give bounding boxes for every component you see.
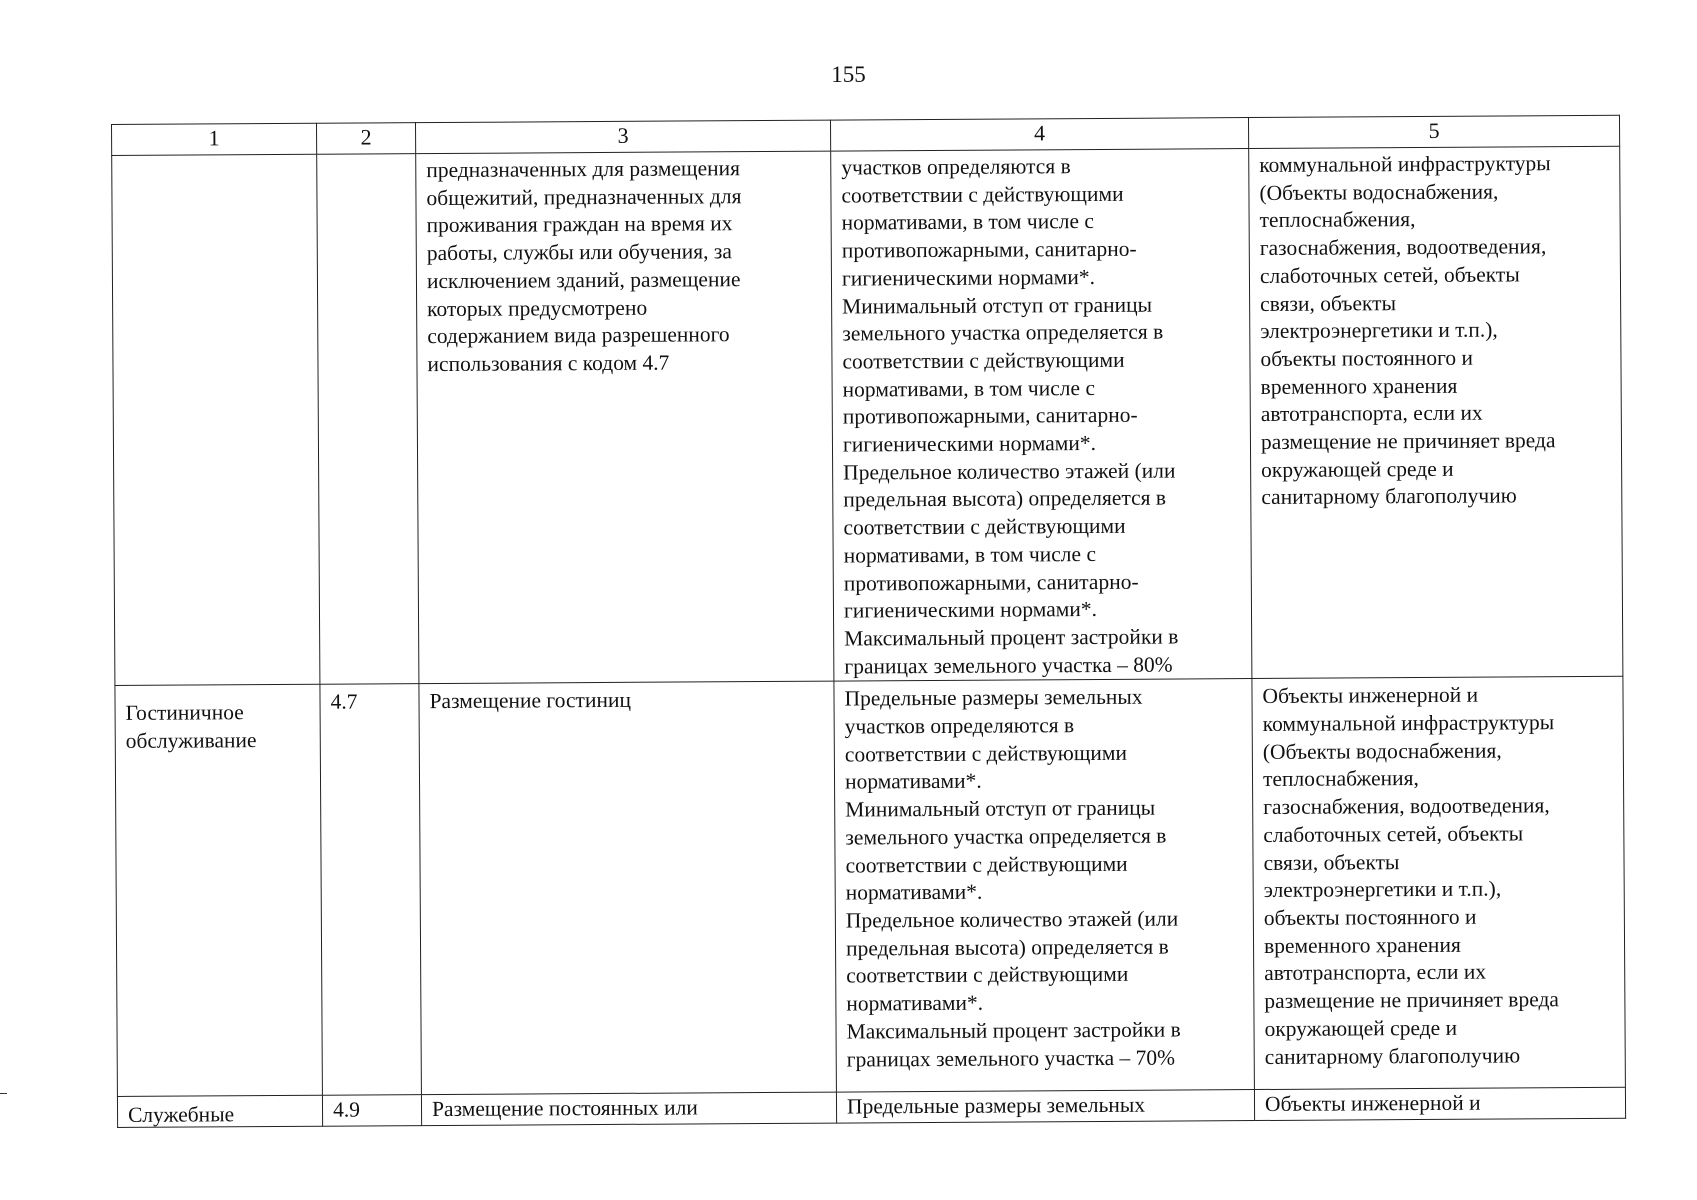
cell-text-line: электроэнергетики и т.п.), [1260,317,1498,344]
cell-text-line: нормативами, в том числе с [843,541,1097,568]
cell-text-line: противопожарными, санитарно- [843,569,1139,596]
cell-text-line: Размещение гостиниц [429,688,632,714]
building-parameters [836,1090,1254,1124]
column-number-3: 3 [415,120,830,154]
cell-text-line: объекты постоянного и [1260,345,1474,371]
cell-text-line: участков определяются в [844,713,1075,739]
cell-text-line: работы, службы или обучения, за [426,239,733,266]
cell-text-line: автотранспорта, если их [1260,400,1483,427]
cell-text-line: временного хранения [1260,373,1458,399]
cell-text-line: проживания граждан на время их [426,211,733,238]
column-number-4: 4 [830,118,1248,152]
cell-text-line: связи, объекты [1260,290,1397,316]
cell-text-line: временного хранения [1263,932,1461,958]
cell-text-line: Максимальный процент застройки в [846,1017,1181,1044]
cell-text-line: предназначенных для размещения [426,156,741,183]
cell-text-line: окружающей среде и [1261,456,1454,482]
cell-text-line: размещение не причиняет вреда [1260,428,1556,455]
cell-text-line: участков определяются в [841,154,1071,180]
cell-text-line: размещение не причиняет вреда [1264,987,1559,1014]
cell-text-line: санитарному благополучию [1261,483,1517,510]
cell-text: 4.9 [332,1097,360,1123]
cell-text-line: границах земельного участка – 70% [846,1045,1176,1072]
building-parameters [834,679,1255,1093]
cell-text-line: коммунальной инфраструктуры [1262,710,1555,737]
auxiliary-uses [1249,146,1623,679]
cell-text-line: (Объекты водоснабжения, [1259,179,1499,205]
auxiliary-uses [1254,1088,1625,1121]
cell-text-line: Гостиничное [125,700,244,726]
cell-text-line: окружающей среде и [1264,1015,1458,1041]
cell-text-line: Служебные [127,1102,235,1128]
cell-text-line: коммунальной инфраструктуры [1259,151,1551,177]
cell-text-line: соответствии с действующими [845,851,1128,878]
cell-text-line: использования с кодом 4.7 [427,350,670,376]
cell-text-line: нормативами*. [844,769,982,794]
column-number-1: 1 [112,123,317,155]
use-type-description [419,681,837,1095]
cell-text-line: исключением зданий, размещение [426,266,741,293]
cell-text-line: соответствии с действующими [842,347,1125,374]
use-type-code [320,684,422,1096]
cell-text-line: теплоснабжения, [1262,766,1419,792]
cell-text-line: предельная высота) определяется в [843,485,1167,512]
cell-text-line: Минимальный отступ от границы [842,292,1153,319]
use-type-description [416,151,834,684]
use-type-name [115,685,323,1097]
cell-text-line: объекты постоянного и [1263,904,1477,930]
cell-text-line: нормативами, в том числе с [841,209,1094,235]
cell-text: 4.7 [330,689,358,715]
cell-text-line: земельного участка определяется в [845,823,1167,850]
cell-text-line: которых предусмотрено [427,295,648,321]
cell-text-line: гигиеническими нормами*. [843,597,1098,623]
cell-text-line: земельного участка определяется в [842,319,1164,346]
cell-text-line: общежитий, предназначенных для [426,183,742,210]
cell-text-line: автотранспорта, если их [1264,960,1487,986]
auxiliary-uses [1252,677,1626,1090]
cell-text-line: Предельные размеры земельных [844,685,1143,711]
cell-text-line: санитарному благополучию [1264,1042,1521,1069]
cell-text-line: соответствии с действующими [846,962,1129,988]
use-type-description [421,1092,836,1126]
use-type-code [317,154,419,685]
building-parameters [831,149,1252,682]
use-type-name [117,1096,322,1128]
cell-text-line: электроэнергетики и т.п.), [1263,876,1502,903]
page-number: 155 [831,62,866,87]
use-type-name [112,154,320,686]
cell-text-line: соответствии с действующими [844,740,1128,767]
cell-text-line: Минимальный отступ от границы [845,795,1156,822]
cell-text-line: противопожарными, санитарно- [841,236,1137,263]
cell-text-line: Предельное количество этажей (или [843,458,1176,485]
cell-text-line: соответствии с действующими [843,513,1126,540]
cell-text-line: нормативами, в том числе с [842,375,1096,402]
cell-text-line: слаботочных сетей, объекты [1263,821,1524,847]
cell-text-line: обслуживание [125,728,257,753]
cell-text-line: связи, объекты [1263,849,1400,875]
cell-text-line: гигиеническими нормами*. [841,264,1096,291]
cell-text-line: границах земельного участка – 80% [844,652,1173,679]
cell-text-line: нормативами*. [845,879,983,905]
cell-text-line: Предельное количество этажей (или [845,906,1179,933]
cell-text-line: газоснабжения, водоотведения, [1259,234,1547,261]
column-number-5: 5 [1248,115,1619,148]
cell-text-line: Размещение постоянных или [431,1095,698,1122]
cell-text-line: нормативами*. [846,990,984,1016]
margin-mark [0,1093,7,1094]
cell-text-line: предельная высота) определяется в [845,934,1169,961]
table-row [112,146,1623,686]
cell-text-line: гигиеническими нормами*. [842,431,1097,457]
column-number-2: 2 [316,123,415,155]
use-type-code [322,1095,421,1127]
cell-text-line: газоснабжения, водоотведения, [1263,793,1550,820]
table-container [111,115,1626,1129]
cell-text-line: Предельные размеры земельных [846,1093,1146,1119]
cell-text-line: Объекты инженерной и [1262,683,1479,709]
cell-text-line: Объекты инженерной и [1264,1091,1481,1117]
zoning-table [111,115,1626,1129]
cell-text [327,157,415,158]
cell-text-line: соответствии с действующими [841,181,1124,208]
cell-text-line: противопожарными, санитарно- [842,403,1138,429]
cell-text-line: содержанием вида разрешенного [427,322,730,349]
table-row [115,677,1625,1097]
cell-text-line: теплоснабжения, [1259,207,1416,233]
cell-text-line: слаботочных сетей, объекты [1259,262,1520,288]
cell-text-line: (Объекты водоснабжения, [1262,738,1502,764]
cell-text-line: Максимальный процент застройки в [844,624,1179,651]
